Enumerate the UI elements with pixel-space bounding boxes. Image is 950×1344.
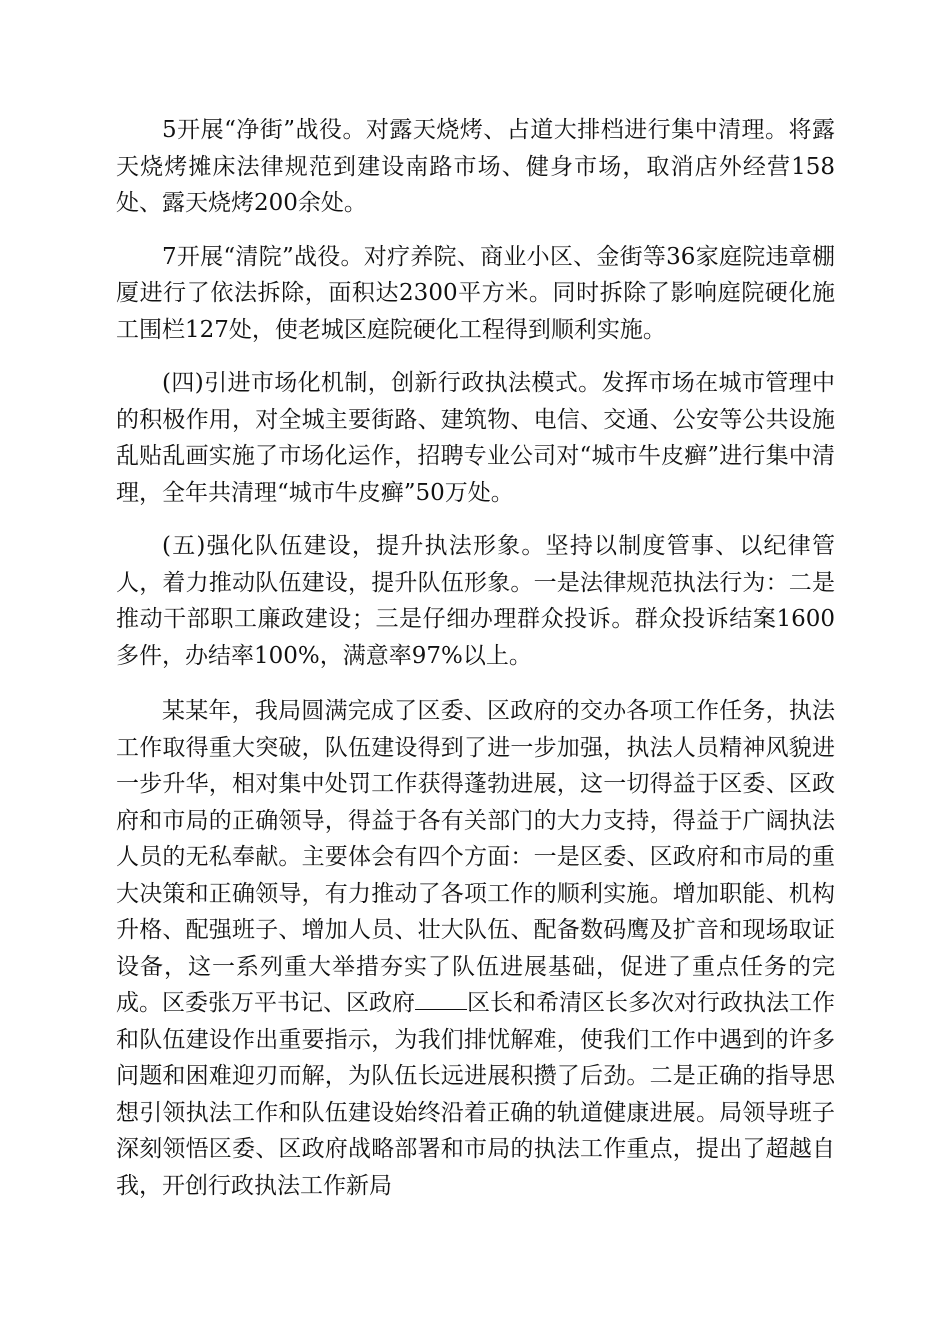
paragraph-annual-summary (116, 693, 835, 1204)
summary-text-part-1: 某某年，我局圆满完成了区委、区政府的交办各项工作任务，执法工作取得重大突破，队伍建设得到了进一步加强，执法人员精神风貌进一步升华，相对集中处罚工作获得蓬勃进展，这一切得益于区委、区政府和市局的正确领导，得益于各有关部门的大力支持，得益于广阔执法人员的无私奉献。主要体会有四个方面：一是区委、区政府和市局的重大决策和正确领导，有力推动了各项工作的顺利实施。增加职能、机构升格、配强班子、增加人员、壮大队伍、配备数码鹰及扩音和现场取证设备，这一系列重大举措夯实了队伍进展基础，促进了重点任务的完成。区委张万平书记、区政府 (116, 698, 835, 1016)
paragraph-jingjie-campaign: 5开展“净街”战役。对露天烧烤、占道大排档进行集中清理。将露天烧烤摊床法律规范到建设南路市场、健身市场，取消店外经营158处、露天烧烤200余处。 (116, 117, 835, 216)
document-body (116, 112, 835, 1221)
paragraph-market-mechanism: (四)引进市场化机制，创新行政执法模式。发挥市场在城市管理中的积极作用，对全城主要街路、建筑物、电信、交通、公安等公共设施乱贴乱画实施了市场化运作，招聘专业公司对“城市牛皮癣”进行集中清理，全年共清理“城市牛皮癣”50万处。 (116, 370, 835, 506)
paragraph-qingyuan-campaign: 7开展“清院”战役。对疗养院、商业小区、金街等36家庭院违章棚厦进行了依法拆除，面积达2300平方米。同时拆除了影响庭院硬化施工围栏127处，使老城区庭院硬化工程得到顺利实施。 (116, 243, 835, 343)
name-blank-underline (415, 989, 467, 1010)
summary-text-part-2: 区长和希清区长多次对行政执法工作和队伍建设作出重要指示，为我们排忧解难，使我们工作中遇到的许多问题和困难迎刃而解，为队伍长远进展积攒了后劲。二是正确的指导思想引领执法工作和队伍建设始终沿着正确的轨道健康进展。局领导班子深刻领悟区委、区政府战略部署和市局的执法工作重点，提出了超越自我，开创行政执法工作新局 (116, 990, 835, 1199)
paragraph-team-building: (五)强化队伍建设，提升执法形象。坚持以制度管事、以纪律管人，着力推动队伍建设，提升队伍形象。一是法律规范执法行为：二是推动干部职工廉政建设；三是仔细办理群众投诉。群众投诉结案1600多件，办结率100%，满意率97%以上。 (116, 533, 835, 669)
